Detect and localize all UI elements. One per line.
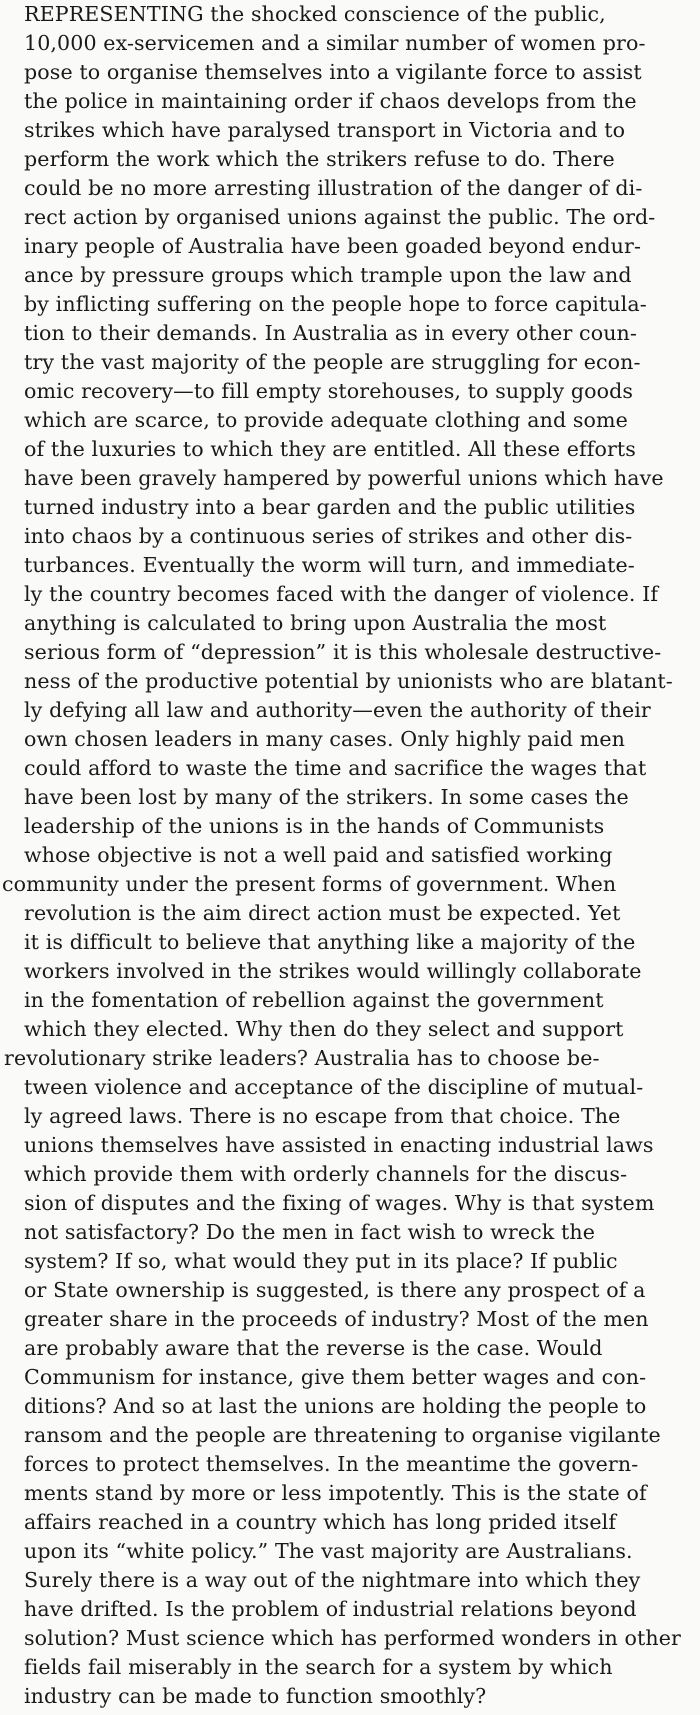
text-line: pose to organise themselves into a vigilante force to assist	[24, 60, 642, 84]
text-line: ments stand by more or less impotently. This is the state of	[24, 1481, 647, 1505]
text-line: community under the present forms of government. When	[2, 872, 617, 896]
text-line: ly agreed laws. There is no escape from that choice. The	[24, 1104, 621, 1128]
text-line: strikes which have paralysed transport in Victoria and to	[24, 118, 626, 142]
text-line: ly defying all law and authority—even the authority of their	[24, 698, 651, 722]
text-line: 10,000 ex-servicemen and a similar number of women pro-	[24, 31, 646, 55]
text-line: forces to protect themselves. In the meantime the govern-	[24, 1452, 639, 1476]
text-line: omic recovery—to fill empty storehouses, to supply goods	[24, 379, 634, 403]
text-line: tion to their demands. In Australia as in every other coun-	[24, 321, 637, 345]
text-line: workers involved in the strikes would willingly collaborate	[24, 959, 642, 983]
text-line: anything is calculated to bring upon Australia the most	[24, 611, 607, 635]
text-line: industry can be made to function smoothly?	[24, 1684, 487, 1708]
text-line: try the vast majority of the people are struggling for econ-	[24, 350, 641, 374]
text-line: in the fomentation of rebellion against the government	[24, 988, 604, 1012]
text-line: revolution is the aim direct action must be expected. Yet	[24, 901, 621, 925]
text-line: ness of the productive potential by unionists who are blatant-	[24, 669, 673, 693]
text-line: turbances. Eventually the worm will turn, and immediate-	[24, 553, 635, 577]
text-line: ance by pressure groups which trample upon the law and	[24, 263, 632, 287]
text-line: are probably aware that the reverse is the case. Would	[24, 1336, 603, 1360]
text-line: it is difficult to believe that anything like a majority of the	[24, 930, 636, 954]
text-line: serious form of “depression” it is this wholesale destructive-	[24, 640, 662, 664]
text-line: inary people of Australia have been goaded beyond endur-	[24, 234, 642, 258]
text-line: the police in maintaining order if chaos develops from the	[24, 89, 637, 113]
text-line: ly the country becomes faced with the danger of violence. If	[24, 582, 659, 606]
text-line: which are scarce, to provide adequate clothing and some	[24, 408, 628, 432]
text-line: greater share in the proceeds of industry? Most of the men	[24, 1307, 649, 1331]
text-line: have been lost by many of the strikers. In some cases the	[24, 785, 629, 809]
text-line: by inflicting suffering on the people hope to force capitula-	[24, 292, 647, 316]
text-line: solution? Must science which has performed wonders in other	[24, 1626, 681, 1650]
text-line: into chaos by a continuous series of strikes and other dis-	[24, 524, 633, 548]
text-line: ransom and the people are threatening to organise vigilante	[24, 1423, 661, 1447]
text-line: fields fail miserably in the search for a system by which	[24, 1655, 613, 1679]
text-line: sion of disputes and the fixing of wages. Why is that system	[24, 1191, 655, 1215]
text-line: revolutionary strike leaders? Australia has to choose be-	[4, 1046, 600, 1070]
text-line: which they elected. Why then do they select and support	[24, 1017, 624, 1041]
text-line: perform the work which the strikers refuse to do. There	[24, 147, 615, 171]
text-line: rect action by organised unions against the public. The ord-	[24, 205, 656, 229]
text-line: leadership of the unions is in the hands of Communists	[24, 814, 605, 838]
text-line: Surely there is a way out of the nightmare into which they	[24, 1568, 641, 1592]
text-line: could be no more arresting illustration of the danger of di-	[24, 176, 643, 200]
text-line: which provide them with orderly channels for the discus-	[24, 1162, 628, 1186]
text-line: not satisfactory? Do the men in fact wish to wreck the	[24, 1220, 595, 1244]
text-line: REPRESENTING the shocked conscience of the public,	[24, 2, 606, 26]
text-line: upon its “white policy.” The vast majority are Australians.	[24, 1539, 633, 1563]
text-line: ditions? And so at last the unions are holding the people to	[24, 1394, 647, 1418]
text-line: whose objective is not a well paid and satisfied working	[24, 843, 613, 867]
text-line: Communism for instance, give them better wages and con-	[24, 1365, 647, 1389]
text-line: system? If so, what would they put in its place? If public	[24, 1249, 618, 1273]
text-line: turned industry into a bear garden and the public utilities	[24, 495, 636, 519]
text-line: unions themselves have assisted in enacting industrial laws	[24, 1133, 654, 1157]
text-line: of the luxuries to which they are entitled. All these efforts	[24, 437, 636, 461]
text-line: tween violence and acceptance of the discipline of mutual-	[24, 1075, 644, 1099]
text-line: affairs reached in a country which has long prided itself	[24, 1510, 617, 1534]
text-line: have drifted. Is the problem of industrial relations beyond	[24, 1597, 637, 1621]
text-line: have been gravely hampered by powerful unions which have	[24, 466, 664, 490]
text-line: could afford to waste the time and sacrifice the wages that	[24, 756, 647, 780]
text-line: or State ownership is suggested, is there any prospect of a	[24, 1278, 646, 1302]
text-line: own chosen leaders in many cases. Only highly paid men	[24, 727, 625, 751]
